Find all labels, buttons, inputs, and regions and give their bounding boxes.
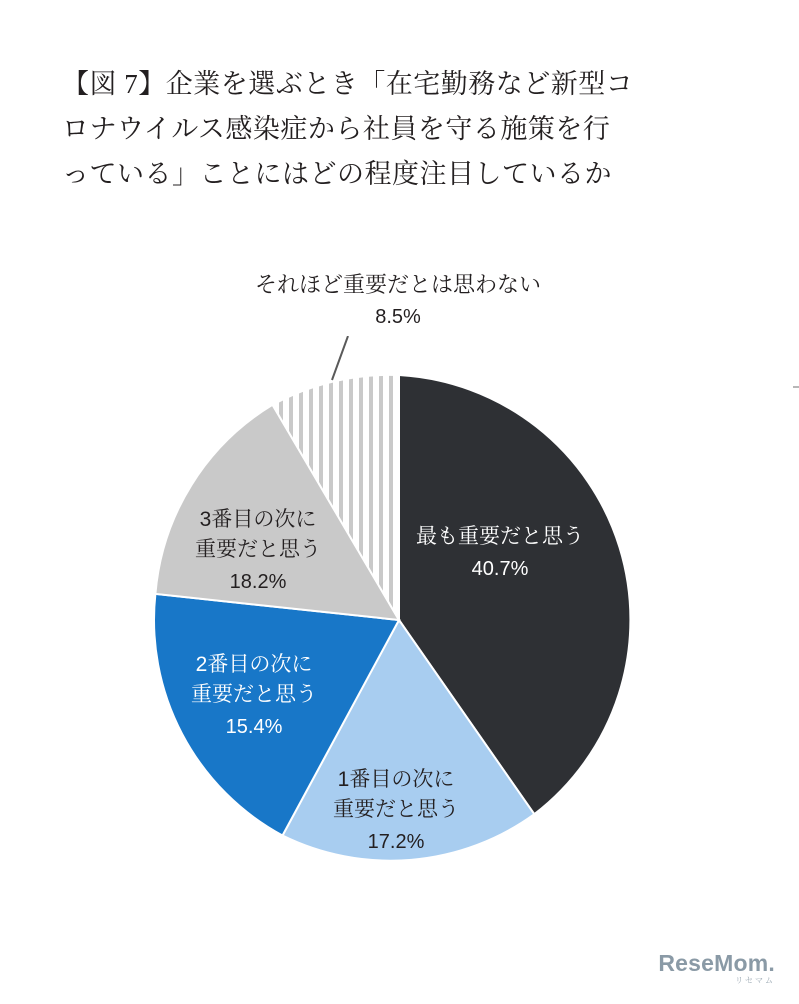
title-line-2: ロナウイルス感染症から社員を守る施策を行 [62, 114, 611, 144]
slice-label-first-next-name-1: 1番目の次に [337, 768, 455, 791]
watermark [658, 950, 775, 986]
pie-chart [0, 250, 799, 890]
slice-label-first-next-value: 17.2% [367, 831, 425, 853]
slice-label-third-next-value: 18.2% [229, 571, 287, 593]
watermark-sub: リセマム [735, 976, 775, 985]
title-line-3: っている」ことにはどの程度注目しているか [62, 159, 612, 189]
slice-label-third-next-name-2: 重要だと思う [195, 538, 321, 561]
callout-label-name: それほど重要だとは思わない [254, 272, 541, 297]
slice-label-second-next-name-1: 2番目の次に [195, 653, 313, 676]
slice-label-most-important-name: 最も重要だと思う [416, 525, 584, 548]
slice-label-second-next [154, 650, 354, 742]
slice-label-most-important-value: 40.7% [471, 558, 529, 580]
callout-label-value: 8.5% [375, 306, 421, 328]
slice-label-second-next-value: 15.4% [225, 716, 283, 738]
edge-rule [793, 386, 799, 388]
slice-label-third-next [158, 505, 358, 597]
slice-label-first-next [286, 765, 506, 857]
page-title [62, 62, 752, 197]
slice-label-second-next-name-2: 重要だと思う [191, 683, 317, 706]
callout-label-not-important [188, 270, 608, 331]
watermark-main: ReseMom. [658, 950, 775, 976]
title-line-1: 【図 7】企業を選ぶとき「在宅勤務など新型コ [62, 69, 634, 99]
slice-label-third-next-name-1: 3番目の次に [199, 508, 317, 531]
slice-label-first-next-name-2: 重要だと思う [333, 798, 459, 821]
slice-label-most-important [380, 522, 620, 584]
